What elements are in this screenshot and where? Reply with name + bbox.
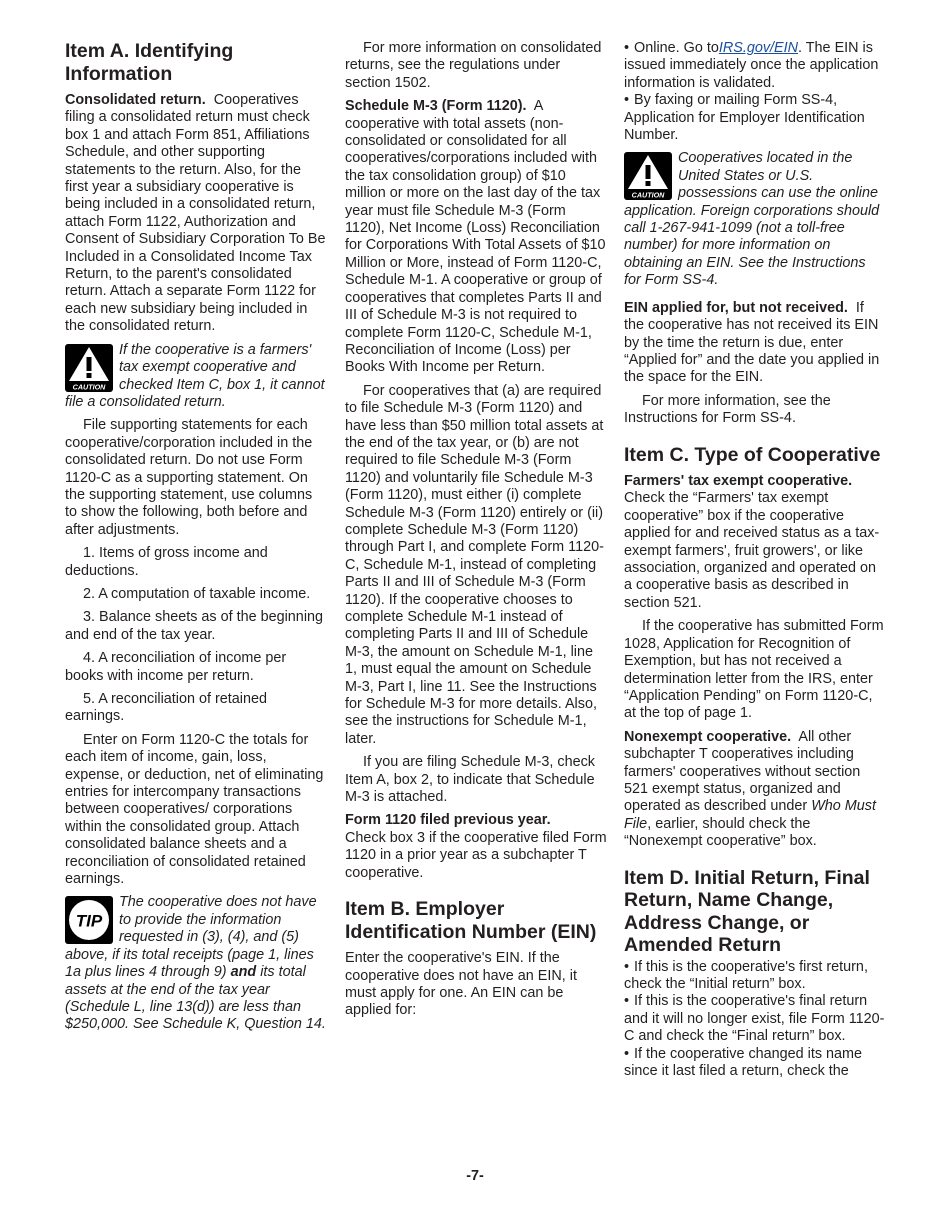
nonexempt-text-em: Who Must File	[624, 798, 876, 832]
column-3	[624, 40, 886, 1080]
list-item: 2. A computation of taxable income.	[83, 585, 311, 602]
bullet-fax-text: By faxing or mailing Form SS-4, Application for Employer Identification Number.	[624, 92, 865, 144]
lead-consolidated-return: Consolidated return.	[65, 92, 206, 108]
tip-text-a: The cooperative does not have to provide the information requested in (3), (4), and (5) above, if its total receipts (page 1, lines 1a plus lines 4 through 9)	[65, 894, 317, 981]
caution-text-2: Cooperatives located in the United States or U.S. possessions can use the online application. Foreign corporations should call 1-267-941-1099 (not a toll-free number) for more information on obtaining an EIN. See the Instructions for Form SS-4.	[624, 150, 880, 289]
ein-bullet-fax	[624, 92, 886, 144]
schedule-m3-text: A cooperative with total assets (non-consolidated or consolidated for all cooperatives/corporations included with the tax consolidation group) of $10 million or more on the last day of the tax year must file Schedule M-3 (Form 1120), Net Income (Loss) Reconciliation for Corporations With Total Assets of $10 Million or More, instead of Form 1120-C, Schedule M-1. A cooperative or group of cooperatives that completes Parts II and III of Schedule M-3 is not required to complete Form 1120-C, Schedule M-1, Reconciliation of Income (Loss) per Books With Income per Return.	[345, 98, 606, 376]
form-1028-para: If the cooperative has submitted Form 1028, Application for Recognition of Exemption, but has not received a determination letter from the IRS, enter “Application Pending” on Form 1120-C, at the top of page 1.	[624, 618, 884, 722]
ein-not-received-para	[624, 300, 886, 387]
caution-label: CAUTION	[631, 190, 665, 200]
item-d-text-2: If this is the cooperative's final return and it will no longer exist, file Form 1120-C and check the “Final return” box.	[624, 993, 885, 1045]
nonexempt-text-b: , earlier, should check the “Nonexempt cooperative” box.	[624, 815, 817, 850]
caution-icon	[65, 344, 113, 392]
ein-para: Enter the cooperative's EIN. If the cooperative does not have an EIN, it must apply for one. An EIN can be applied for:	[345, 950, 577, 1019]
cooperatives-m3-para: For cooperatives that (a) are required to file Schedule M-3 (Form 1120) and have less than $50 million total assets at the end of the tax year, or (b) are not required to file Schedule M-3 (Form 1120) and voluntarily file Schedule M-3 (Form 1120), must either (i) complete Schedule M-3 (Form 1120) entirely or (ii) complete Schedule M-3 (Form 1120) through Part I, and complete Form 1120-C, Schedule M-1, instead of completing Parts II and III of Schedule M-3 (Form 1120). If the cooperative chooses to complete Schedule M-1 instead of completing Parts II and III of Schedule M-3, the amount on Schedule M-1, line 1, must equal the amount on Schedule M-3, Part I, line 11. See the Instructions for Schedule M-3 for more details. Also, see the instructions for Schedule M-1, later.	[345, 382, 604, 747]
heading-item-a: Item A. Identifying Information	[65, 40, 234, 85]
page-number: -7-	[466, 1168, 484, 1184]
bullet-online-text-b: . The EIN is issued immediately once the application information is validated.	[624, 40, 879, 91]
lead-schedule-m3: Schedule M-3 (Form 1120).	[345, 98, 527, 115]
farmers-exempt-text: Check the “Farmers' tax exempt cooperative” box if the cooperative applied for and received status as a tax-exempt farmers', fruit growers', or like association, organized and operated on a cooperative basis as described in section 521.	[624, 490, 880, 611]
item-d-bullet	[624, 1046, 886, 1081]
column-2	[345, 40, 607, 1026]
form-1120-previous-para	[345, 812, 607, 882]
list-item: 1. Items of gross income and deductions.	[65, 545, 268, 579]
nonexempt-text-a: All other subchapter T cooperatives including farmers' cooperatives without section 521 exempt status, organized and operated as described under	[624, 728, 861, 815]
ein-not-received-text: If the cooperative has not received its EIN by the time the return is due, enter “Applied for” and the date you applied in the space for the EIN.	[624, 299, 880, 386]
bullet-online-text-a: Online. Go to	[634, 40, 719, 56]
caution-note-2	[624, 150, 886, 289]
heading-item-b: Item B. Employer Identification Number (EIN)	[345, 898, 597, 943]
tip-text-b: its total assets at the end of the tax year (Schedule L, line 13(d)) are less than $250,000. See Schedule K, Question 14.	[65, 964, 326, 1033]
list-item: 5. A reconciliation of retained earnings.	[65, 691, 267, 725]
nonexempt-para	[624, 729, 886, 851]
caution-note-1	[65, 342, 327, 412]
caution-icon	[624, 152, 672, 200]
ein-bullet-online	[624, 40, 886, 92]
item-d-text-3: If the cooperative changed its name since it last filed a return, check the	[624, 1045, 863, 1079]
schedule-m3-para	[345, 98, 607, 377]
list-item: 4. A reconciliation of income per books with income per return.	[65, 650, 287, 684]
column-1	[65, 40, 327, 1040]
irs-ein-link[interactable]: IRS.gov/EIN	[718, 40, 799, 56]
farmers-exempt-para	[624, 473, 886, 612]
lead-ein-not-received: EIN applied for, but not received.	[624, 299, 848, 316]
enter-totals-para: Enter on Form 1120-C the totals for each item of income, gain, loss, expense, or deduction, net of eliminating entries for intercompany transactions between cooperatives/ corporations within the consolidated group. Attach consolidated balance sheets and a reconciliation of consolidated retained earnings.	[65, 731, 324, 888]
item-d-text-1: If this is the cooperative's first return, check the “Initial return” box.	[624, 958, 868, 992]
heading-item-c: Item C. Type of Cooperative	[624, 443, 881, 466]
item-d-bullet	[624, 993, 886, 1045]
tip-icon	[65, 896, 113, 944]
filing-m3-para: If you are filing Schedule M-3, check Item A, box 2, to indicate that Schedule M-3 is attached.	[345, 754, 595, 806]
ss4-info-para: For more information, see the Instructions for Form SS-4.	[624, 392, 831, 427]
lead-farmers-exempt: Farmers' tax exempt cooperative.	[624, 473, 853, 490]
form-1120-previous-text: Check box 3 if the cooperative filed Form 1120 in a prior year as a subchapter T cooperative.	[345, 829, 607, 881]
caution-label: CAUTION	[72, 382, 106, 392]
consolidated-info-para: For more information on consolidated returns, see the regulations under section 1502.	[345, 40, 602, 91]
heading-item-d: Item D. Initial Return, Final Return, Name Change, Address Change, or Amended Return	[624, 866, 870, 957]
tip-label: TIP	[75, 911, 103, 931]
consolidated-return-para	[65, 92, 327, 336]
consolidated-return-text: Cooperatives filing a consolidated return must check box 1 and attach Form 851, Affiliations Schedule, and other supporting statements to the return. Also, for the first year a subsidiary cooperative is being included in a consolidated return, attach Form 1122, Authorization and Consent of Subsidiary Corporation To Be Included in a Consolidated Income Tax Return, to the parent's consolidated return. Attach a separate Form 1122 for each new subsidiary being included in the consolidated return.	[65, 92, 326, 335]
caution-text-1: If the cooperative is a farmers' tax exempt cooperative and checked Item C, box 1, it cannot file a consolidated return.	[65, 341, 325, 410]
tip-text-and: and	[230, 964, 257, 981]
tip-note	[65, 894, 327, 1033]
supporting-statements-para: File supporting statements for each cooperative/corporation included in the consolidated return. Do not use Form 1120-C as a supporting statement. On the supporting statement, use columns to show the following, both before and after adjustments.	[65, 417, 313, 538]
list-item: 3. Balance sheets as of the beginning and end of the tax year.	[65, 609, 324, 643]
lead-form-1120-previous: Form 1120 filed previous year.	[345, 812, 551, 829]
item-d-bullet	[624, 959, 886, 994]
lead-nonexempt: Nonexempt cooperative.	[624, 728, 792, 745]
